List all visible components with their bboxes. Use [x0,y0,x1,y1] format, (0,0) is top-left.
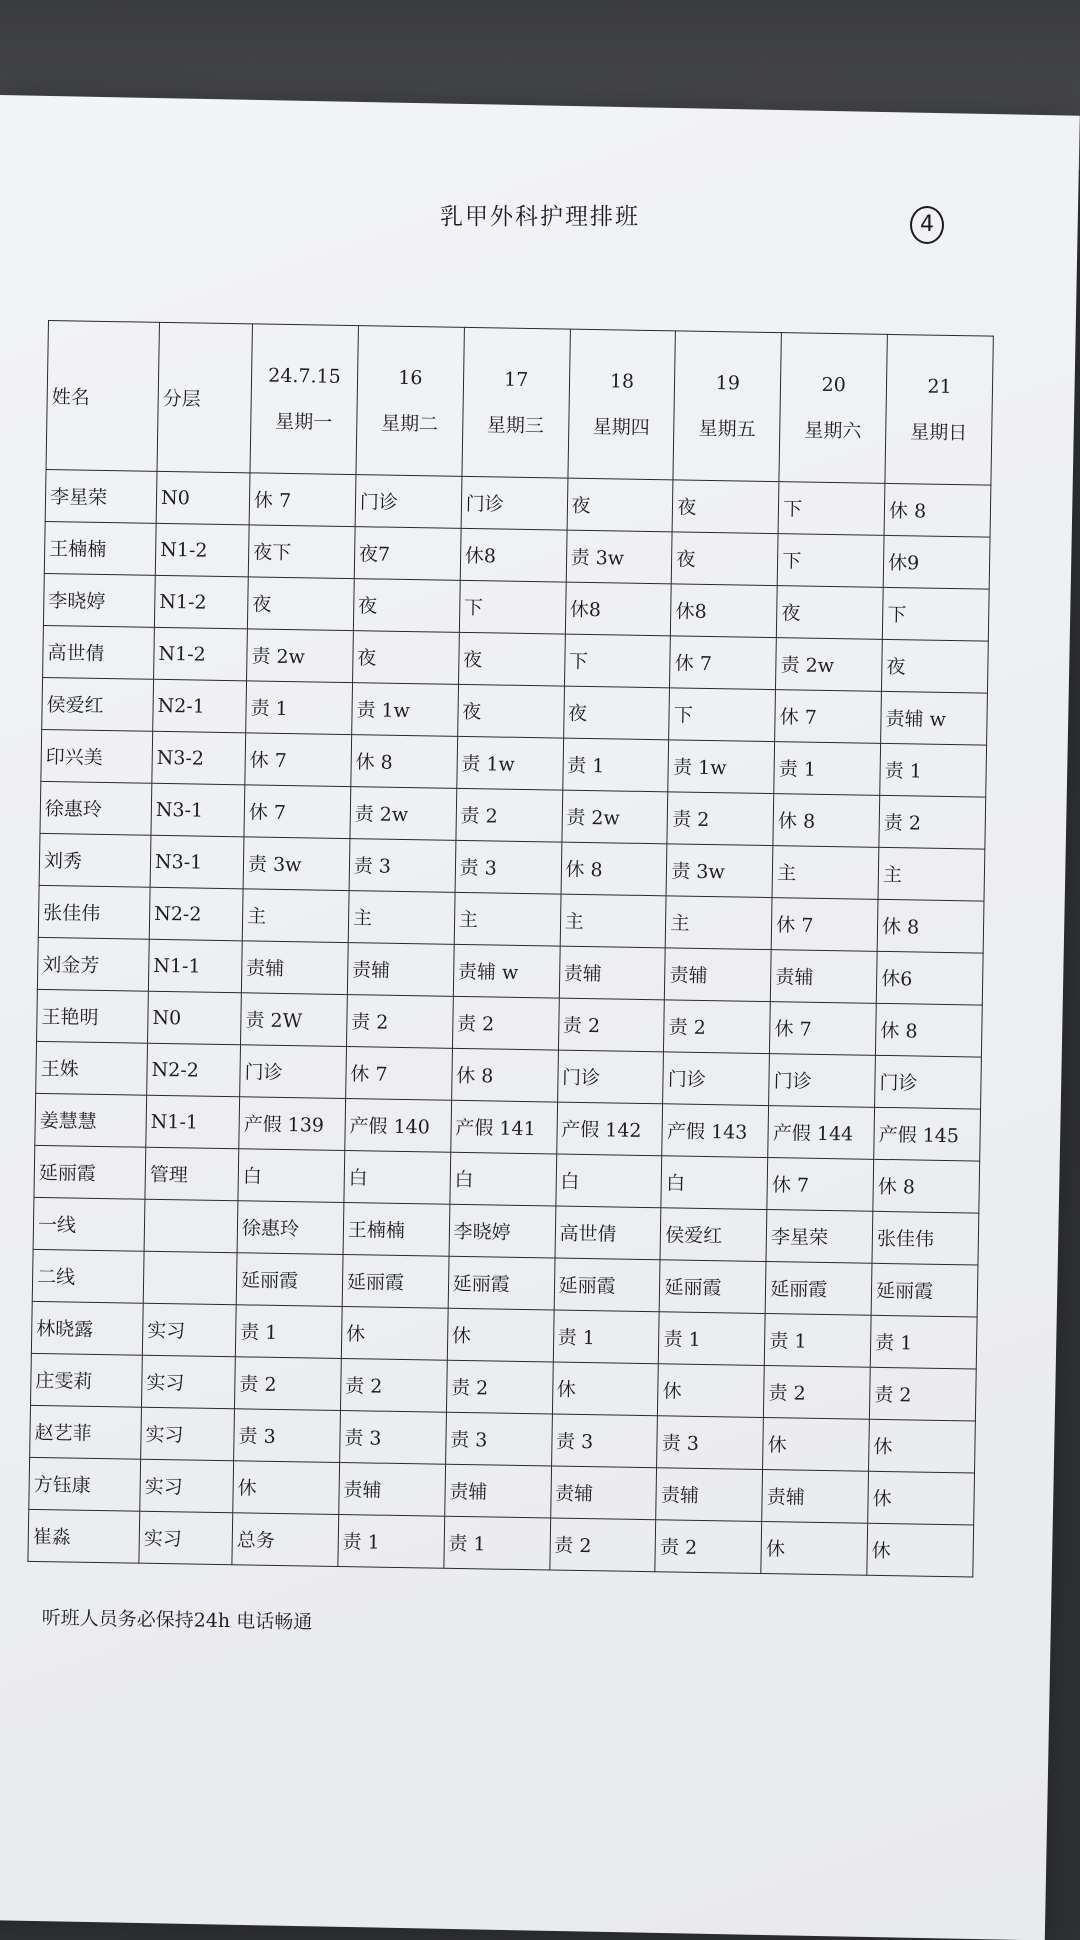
shift-cell: 责 1 [235,1305,342,1359]
staff-name: 王姝 [36,1041,148,1095]
shift-cell: 责辅 [762,1470,869,1524]
header-weekday: 星期二 [380,412,439,435]
shift-cell: 休8 [671,584,778,638]
shift-cell: 夜 [563,686,670,740]
shift-cell: 责 2 [667,792,774,846]
header-weekday: 星期日 [910,420,968,444]
shift-cell: 责辅 [347,943,454,997]
shift-cell: 责 1 [553,1310,660,1364]
roster-table [27,320,993,1578]
shift-cell: 门诊 [769,1054,876,1108]
shift-cell: 夜 [672,532,779,586]
staff-name: 林晓露 [31,1301,143,1355]
staff-level: N0 [148,991,242,1045]
shift-cell: 产假 144 [768,1106,875,1160]
shift-cell: 责 2 [452,996,559,1050]
shift-cell: 责 1 [338,1514,445,1568]
staff-level: N1-2 [154,575,248,629]
shift-cell: 夜 [457,684,564,738]
header-date: 21 [927,375,952,398]
shift-cell: 王楠楠 [343,1203,450,1257]
shift-cell: 门诊 [557,1050,664,1104]
shift-cell: 责 3 [445,1412,552,1466]
shift-cell: 休 [763,1418,870,1472]
staff-level: N3-1 [150,835,244,889]
page-number-circle: 4 [910,206,944,244]
footnote: 听班人员务必保持24h 电话畅通 [41,1606,313,1634]
shift-cell: 休 7 [670,636,777,690]
shift-cell: 休 7 [244,785,351,839]
shift-cell: 产假 143 [662,1104,769,1158]
shift-cell: 夜 [672,480,779,534]
shift-cell: 休 8 [351,735,458,789]
staff-level: 实习 [141,1407,235,1461]
shift-cell: 责辅 [656,1468,763,1522]
shift-cell: 下 [669,688,776,742]
shift-cell: 产假 142 [556,1102,663,1156]
shift-cell: 休 [761,1522,868,1576]
shift-cell: 休 [447,1308,554,1362]
shift-cell: 责 2 [869,1367,976,1421]
header-day [673,331,781,482]
header-weekday: 星期四 [592,415,650,439]
shift-cell: 延丽霞 [765,1262,872,1316]
shift-cell: 责 2 [340,1359,447,1413]
staff-name: 赵艺菲 [30,1405,142,1459]
header-day [567,329,675,480]
staff-name: 二线 [32,1249,144,1303]
shift-cell: 休 [552,1362,659,1416]
shift-cell: 责 2 [879,795,986,849]
shift-cell: 下 [778,482,885,536]
shift-cell: 主 [242,889,349,943]
shift-cell: 休 7 [345,1047,452,1101]
shift-cell: 延丽霞 [342,1255,449,1309]
shift-cell: 休 7 [775,690,882,744]
staff-level: N2-2 [149,887,243,941]
staff-level [144,1199,238,1253]
shift-cell: 责 2w [350,787,457,841]
shift-cell: 责 1 [764,1314,871,1368]
shift-cell: 徐惠玲 [237,1201,344,1255]
header-date: 18 [609,369,635,393]
shift-cell: 张佳伟 [872,1211,979,1265]
shift-cell: 休 [869,1419,976,1473]
shift-cell: 责 3w [566,530,673,584]
shift-cell: 责 1w [668,740,775,794]
shift-cell: 责 1 [562,738,669,792]
shift-cell: 高世倩 [555,1206,662,1260]
shift-cell: 休 7 [771,898,878,952]
shift-cell: 责 1 [870,1315,977,1369]
shift-cell: 总务 [232,1513,339,1567]
shift-cell: 责 1 [246,681,353,735]
staff-level: N3-2 [152,731,246,785]
shift-cell: 夜 [882,639,989,693]
header-weekday: 星期五 [698,417,756,441]
header-date: 16 [398,366,423,389]
header-day [356,326,464,477]
staff-name: 刘秀 [39,833,151,887]
shift-cell: 责 1 [659,1312,766,1366]
staff-name: 一线 [33,1197,145,1251]
shift-cell: 夜 [458,632,565,686]
shift-cell: 主 [560,894,667,948]
shift-cell: 产假 139 [239,1097,346,1151]
shift-cell: 延丽霞 [871,1263,978,1317]
shift-cell: 责 1w [456,736,563,790]
shift-cell: 白 [450,1152,557,1206]
staff-level: N2-1 [153,679,247,733]
shift-cell: 休8 [565,582,672,636]
shift-cell: 责 2 [456,788,563,842]
shift-cell: 休 7 [249,473,356,527]
shift-cell: 责辅 [550,1466,657,1520]
shift-cell: 责 2 [346,995,453,1049]
shift-cell: 责 2 [558,998,665,1052]
shift-cell: 夜 [353,579,460,633]
shift-cell: 夜7 [354,527,461,581]
shift-cell: 责 2w [247,629,354,683]
shift-cell: 责 3 [551,1414,658,1468]
shift-cell: 休 [868,1471,975,1525]
shift-cell: 白 [661,1156,768,1210]
shift-cell: 休 [341,1307,448,1361]
shift-cell: 休 8 [873,1159,980,1213]
shift-cell: 责 3 [234,1409,341,1463]
shift-cell: 休9 [883,535,990,589]
shift-cell: 休 8 [773,794,880,848]
shift-cell: 责 2w [561,790,668,844]
shift-cell: 主 [878,847,985,901]
shift-cell: 责 1w [352,683,459,737]
staff-name: 张佳伟 [38,885,150,939]
shift-cell: 责 1 [444,1516,551,1570]
shift-cell: 延丽霞 [448,1256,555,1310]
shift-cell: 责 3w [666,844,773,898]
shift-cell: 门诊 [875,1055,982,1109]
shift-cell: 责 3 [455,840,562,894]
shift-cell: 休 7 [770,1002,877,1056]
staff-level: N0 [156,471,250,525]
shift-cell: 责 2w [776,638,883,692]
header-date: 20 [821,373,846,396]
staff-level: 实习 [142,1303,236,1357]
shift-cell: 休 8 [875,1003,982,1057]
shift-cell: 责 1 [880,743,987,797]
header-day [250,324,358,475]
header-weekday: 星期一 [275,410,333,434]
shift-cell: 白 [238,1149,345,1203]
shift-cell: 白 [555,1154,662,1208]
shift-cell: 休 8 [884,483,991,537]
shift-cell: 夜 [247,577,354,631]
shift-cell: 主 [348,891,455,945]
shift-cell: 责 2 [655,1520,762,1574]
shift-cell: 延丽霞 [236,1253,343,1307]
staff-level: 管理 [145,1147,239,1201]
shift-cell: 夜 [777,586,884,640]
staff-level: N2-2 [147,1043,241,1097]
schedule-sheet [27,320,993,1578]
header-level: 分层 [157,322,252,473]
staff-level: 实习 [141,1355,235,1409]
shift-cell: 责 2 [549,1518,656,1572]
shift-cell: 下 [564,634,671,688]
header-date: 17 [503,368,529,391]
staff-name: 高世倩 [43,625,155,679]
shift-cell: 休 8 [877,899,984,953]
shift-cell: 责 2W [241,993,348,1047]
header-date: 24.7.15 [268,364,341,388]
header-day [885,334,993,485]
staff-level: 实习 [139,1511,233,1565]
staff-name: 崔淼 [28,1509,140,1563]
shift-cell: 主 [772,846,879,900]
staff-level: N3-1 [151,783,245,837]
staff-level: N1-2 [154,627,248,681]
shift-cell: 产假 140 [345,1099,452,1153]
shift-cell: 门诊 [663,1052,770,1106]
shift-cell: 夜 [352,631,459,685]
staff-level [143,1251,237,1305]
staff-level: 实习 [140,1459,234,1513]
shift-cell: 责 1 [774,742,881,796]
shift-cell: 夜 [567,478,674,532]
shift-cell: 下 [882,587,989,641]
header-row [46,321,993,486]
shift-cell: 休 7 [245,733,352,787]
staff-level: N1-1 [148,939,242,993]
shift-cell: 产假 141 [450,1100,557,1154]
shift-cell: 休 7 [767,1158,874,1212]
shift-cell: 门诊 [240,1045,347,1099]
shift-cell: 责辅 [559,946,666,1000]
staff-name: 印兴美 [41,729,153,783]
shift-cell: 产假 145 [874,1107,981,1161]
shift-cell: 门诊 [461,476,568,530]
shift-cell: 责 3 [657,1416,764,1470]
shift-cell: 休 [658,1364,765,1418]
staff-name: 徐惠玲 [40,781,152,835]
shift-cell: 责 2 [234,1357,341,1411]
shift-cell: 白 [344,1151,451,1205]
staff-name: 李星荣 [45,469,157,523]
shift-cell: 夜下 [248,525,355,579]
staff-name: 刘金芳 [37,937,149,991]
header-weekday: 星期三 [486,413,545,437]
header-day [462,327,570,478]
shift-cell: 责 3 [349,839,456,893]
shift-cell: 休 8 [561,842,668,896]
shift-cell: 责辅 w [453,944,560,998]
shift-cell: 主 [666,896,773,950]
document-title: 乳甲外科护理排班 [440,204,640,230]
staff-name: 李晓婷 [43,573,155,627]
shift-cell: 休 [233,1461,340,1515]
roster-body [28,469,991,1577]
shift-cell: 延丽霞 [660,1260,767,1314]
shift-cell: 李星荣 [766,1210,873,1264]
staff-name: 延丽霞 [34,1145,146,1199]
staff-name: 王艳明 [37,989,149,1043]
staff-level: N1-1 [146,1095,240,1149]
staff-name: 姜慧慧 [35,1093,147,1147]
staff-name: 方钰康 [29,1457,141,1511]
shift-cell: 延丽霞 [554,1258,661,1312]
staff-name: 王楠楠 [44,521,156,575]
shift-cell: 门诊 [355,475,462,529]
shift-cell: 责辅 [771,950,878,1004]
header-day [779,333,887,484]
staff-level: N1-2 [155,523,249,577]
header-date: 19 [715,371,741,394]
shift-cell: 责 3 [339,1410,446,1464]
header-name: 姓名 [46,321,159,472]
header-weekday: 星期六 [804,419,862,442]
shift-cell: 李晓婷 [449,1204,556,1258]
shift-cell: 责 2 [764,1366,871,1420]
shift-cell: 责辅 w [881,691,988,745]
shift-cell: 责 2 [446,1360,553,1414]
shift-cell: 侯爱红 [660,1208,767,1262]
shift-cell: 下 [459,580,566,634]
shift-cell: 下 [777,534,884,588]
shift-cell: 休 8 [451,1048,558,1102]
shift-cell: 责 3w [243,837,350,891]
shift-cell: 责辅 [444,1464,551,1518]
staff-name: 侯爱红 [42,677,154,731]
shift-cell: 主 [454,892,561,946]
shift-cell: 责辅 [665,948,772,1002]
staff-name: 庄雯莉 [31,1353,143,1407]
shift-cell: 休 [867,1523,974,1577]
shift-cell: 责 2 [664,1000,771,1054]
shift-cell: 责辅 [339,1462,446,1516]
shift-cell: 休8 [460,528,567,582]
shift-cell: 休6 [876,951,983,1005]
shift-cell: 责辅 [241,941,348,995]
